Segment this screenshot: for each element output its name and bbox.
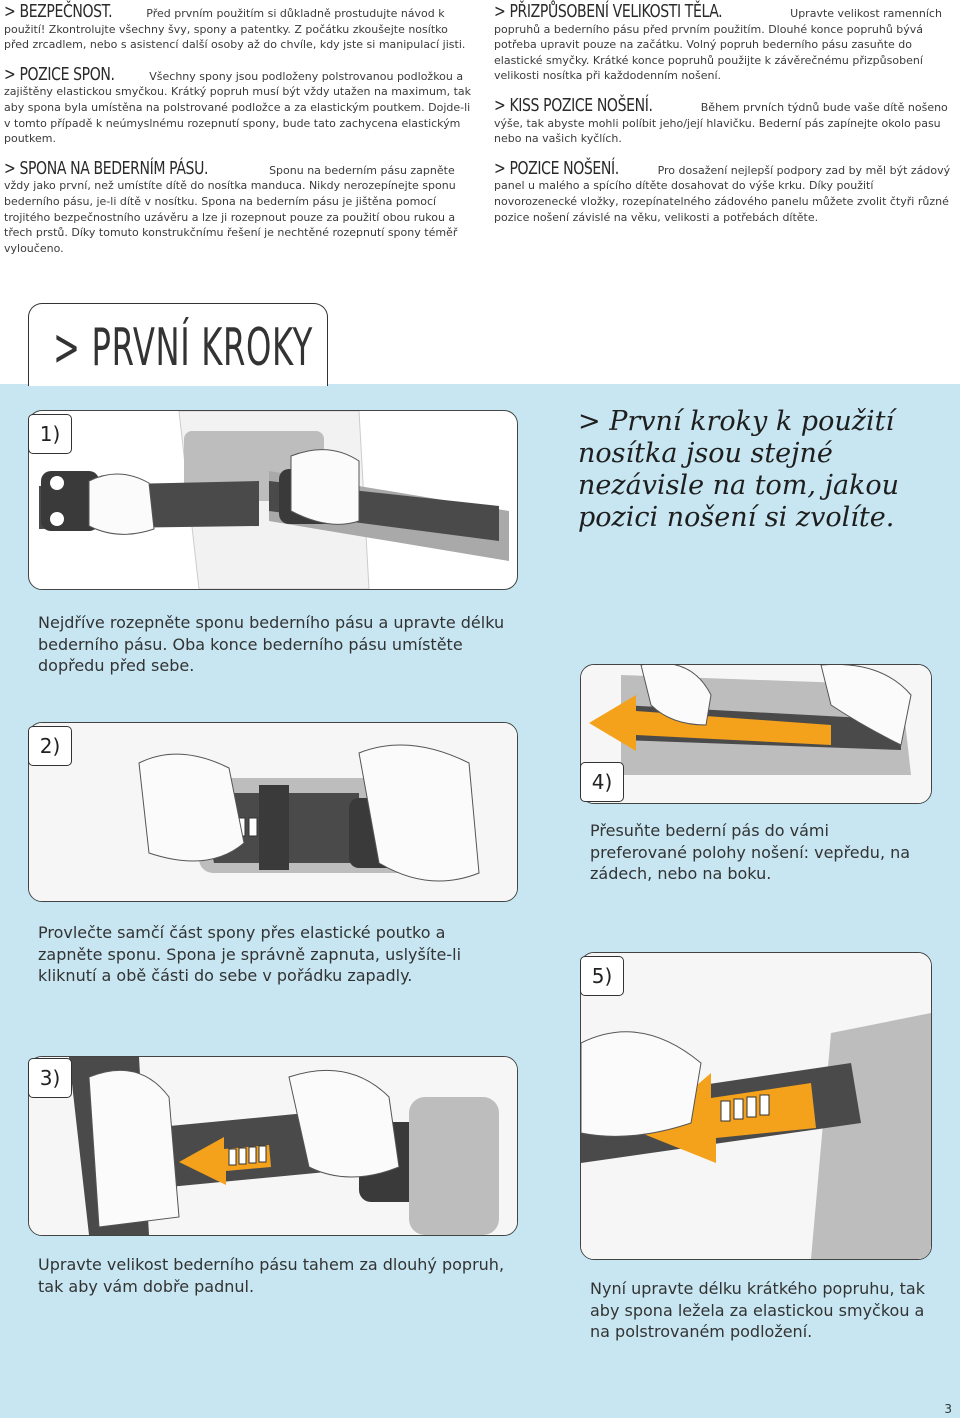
body-fit-paragraph	[494, 1, 952, 84]
safety-paragraph	[4, 1, 474, 53]
kiss-position-paragraph	[494, 94, 952, 147]
step-1-illustration	[28, 410, 518, 590]
step-2-illustration	[28, 722, 518, 902]
step-5-illustration	[580, 952, 932, 1260]
body-fit-text: Upravte velikost ramenních popruhů a bederního pásu před prvním použitím. Dlouhé konce popruhů bývá potřeba upravit pouze na začátku. Volný popruh bederního pásu zasuňte do elastické smyčky. Krátké konce popruhů použijte k závěrečnému přizpůsobení velikosti nosítka při každodenním nošení.	[494, 7, 942, 83]
buckle-position-paragraph	[4, 63, 474, 147]
safety-text: Před prvním použitím si důkladně prostudujte návod k použití! Zkontrolujte všechny švy, spony a patentky. Z počátku zkoušejte nosítko před zrcadlem, nebo s asistencí další osoby až do chvíle, kdy jste si manipulací jisti.	[4, 7, 466, 52]
step-5-caption: Nyní upravte délku krátkého popruhu, tak aby spona ležela za elastickou smyčkou a na polstrovaném podložení.	[590, 1279, 925, 1341]
safety-heading: > BEZPEČNOST.	[4, 1, 113, 22]
step-4-badge: 4)	[580, 762, 624, 802]
section-title: > PRVNÍ KROKY	[53, 318, 313, 378]
page-number: 3	[944, 1402, 952, 1416]
text-column-left	[4, 1, 474, 256]
waist-buckle-heading: > SPONA NA BEDERNÍM PÁSU.	[4, 157, 209, 179]
step-3-badge: 3)	[28, 1058, 72, 1098]
step-2-badge: 2)	[28, 726, 72, 766]
step-4-illustration	[580, 664, 932, 804]
step-1-caption: Nejdříve rozepněte sponu bederního pásu a upravte délku bederního pásu. Oba konce bederního pásu umístěte dopředu před sebe.	[38, 613, 505, 675]
waist-buckle-text: Sponu na bederním pásu zapněte vždy jako první, než umístíte dítě do nosítka manduca. Nikdy nerozepínejte sponu bederního pásu, je-li dítě v nosítku. Spona na bederním pásu je jištěna pomocí trojitého bezpečnostního uzávěru a lze ji rozepnout pouze za použití obou rukou a třech prstů. Díky tomuto konstrukčnímu řešení je nechtěné rozepnutí spony téměř vyloučeno.	[4, 163, 458, 255]
intro-text: > První kroky k použití nosítka jsou stejné nezávisle na tom, jakou pozici nošení si zvolíte.	[578, 406, 900, 533]
carry-position-heading: > POZICE NOŠENÍ.	[494, 157, 619, 179]
section-title-tab	[28, 303, 328, 386]
waist-buckle-paragraph	[4, 157, 474, 257]
buckle-position-heading: > POZICE SPON.	[4, 63, 115, 85]
step-5-badge: 5)	[580, 956, 624, 996]
carry-position-paragraph	[494, 157, 952, 225]
step-1-badge: 1)	[28, 414, 72, 454]
text-column-right	[494, 1, 952, 225]
carry-position-text: Pro dosažení nejlepší podpory zad by měl být zádový panel u malého a spícího dítěte dosahovat do výše krku. Díky použití novorozenecké vložky, rozepínatelného zádového panelu můžete zvolit čtyři různé pozice nošení závislé na věku, velikosti a potřebách dítěte.	[494, 163, 951, 224]
kiss-position-text: Během prvních týdnů bude vaše dítě nošeno výše, tak abyste mohli políbit jeho/její hlavičku. Bederní pás zapínejte okolo pasu nebo na vašich kyčlích.	[494, 100, 948, 146]
step-4-caption: Přesuňte bederní pás do vámi preferované polohy nošení: vepředu, na zádech, nebo na boku.	[590, 821, 911, 883]
step-3-caption: Upravte velikost bederního pásu tahem za dlouhý popruh, tak aby vám dobře padnul.	[38, 1255, 505, 1296]
body-fit-heading: > PŘIZPŮSOBENÍ VELIKOSTI TĚLA.	[494, 1, 723, 22]
step-2-caption: Provlečte samčí část spony přes elastické poutko a zapněte sponu. Spona je správně zapnuta, uslyšíte-li kliknutí a obě části do sebe v pořádku zapadly.	[38, 923, 462, 985]
kiss-position-heading: > KISS POZICE NOŠENÍ.	[494, 94, 653, 116]
step-3-illustration	[28, 1056, 518, 1236]
buckle-position-text: Všechny spony jsou podloženy polstrovanou podložkou a zajištěny elastickou smyčkou. Krátký popruh musí být vždy utažen na maximum, tak aby spona byla umístěna na polstrované podložce a za elastickým poutkem. Dojde-li v tomto případě k neúmyslnému rozepnutí spony, bude tato zachycena elastickým poutkem.	[4, 69, 472, 146]
